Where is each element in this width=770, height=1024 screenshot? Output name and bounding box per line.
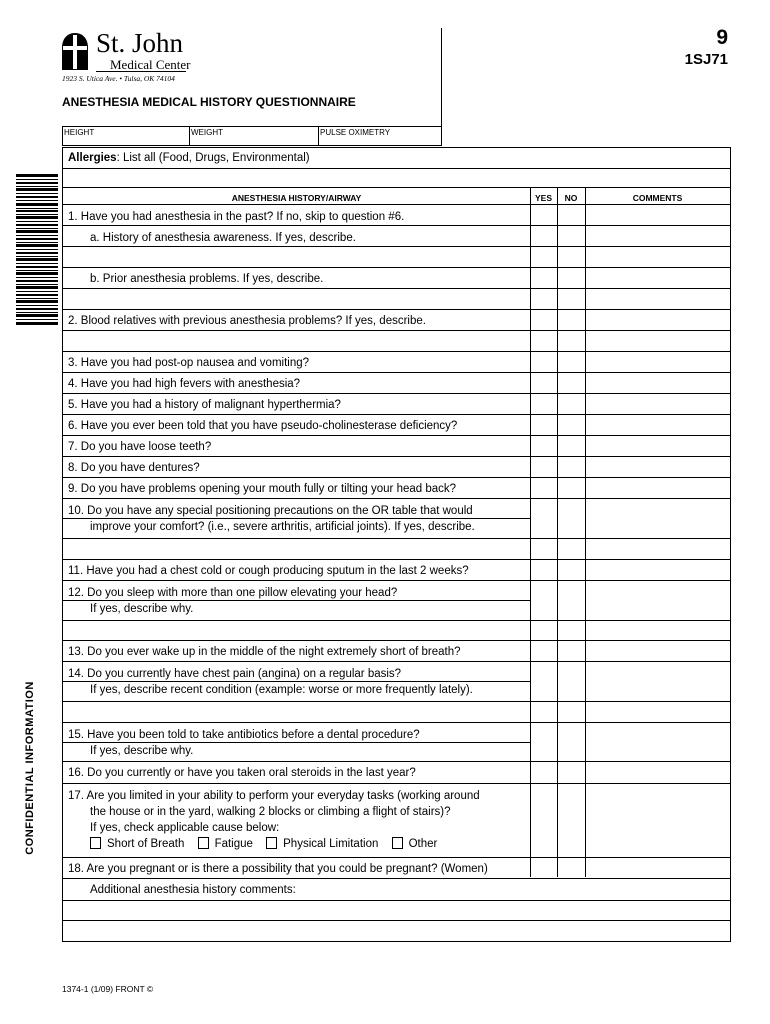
question-text: 15. Have you been told to take antibiotics before a dental procedure? xyxy=(68,729,420,741)
question-text: 14. Do you currently have chest pain (angina) on a regular basis? xyxy=(68,668,402,680)
question-text: 18. Are you pregnant or is there a possibility that you could be pregnant? (Women) xyxy=(68,863,488,875)
option-short-of-breath[interactable] xyxy=(90,837,184,852)
row-divider xyxy=(63,640,730,641)
row-divider xyxy=(63,722,730,723)
row-divider xyxy=(63,559,730,560)
question-text: 9. Do you have problems opening your mouth fully or tilting your head back? xyxy=(68,483,457,495)
checkbox-icon[interactable] xyxy=(198,837,209,849)
allergies-row[interactable] xyxy=(68,151,310,166)
weight-field[interactable] xyxy=(190,127,319,145)
question-text: 8. Do you have dentures? xyxy=(68,462,200,474)
question-text: 13. Do you ever wake up in the middle of the night extremely short of breath? xyxy=(68,646,461,658)
row-divider xyxy=(63,701,730,702)
question-text: 17. Are you limited in your ability to perform your everyday tasks (working around xyxy=(68,790,480,802)
logo-rule xyxy=(96,71,186,72)
option-label: Physical Limitation xyxy=(283,838,379,850)
height-label: HEIGHT xyxy=(64,128,95,137)
question-text: 7. Do you have loose teeth? xyxy=(68,441,212,453)
yes-header: YES xyxy=(534,193,552,203)
row-divider xyxy=(63,435,730,436)
row-divider xyxy=(63,372,730,373)
option-label: Fatigue xyxy=(214,838,253,850)
allergies-instructions: : List all (Food, Drugs, Environmental) xyxy=(116,152,310,164)
row-divider xyxy=(63,498,730,499)
section-header: ANESTHESIA HISTORY/AIRWAY xyxy=(231,193,362,203)
row-divider xyxy=(63,620,730,621)
no-column-line xyxy=(557,187,558,877)
question-text: 10. Do you have any special positioning precautions on the OR table that would xyxy=(68,505,473,517)
question-text: 1. Have you had anesthesia in the past? If no, skip to question #6. xyxy=(68,211,405,223)
row-divider xyxy=(63,857,730,858)
row-divider xyxy=(63,580,730,581)
question-text: If yes, describe why. xyxy=(90,603,194,615)
cross-logo-icon xyxy=(60,32,90,72)
org-address: 1923 S. Utica Ave. • Tulsa, OK 74104 xyxy=(62,74,175,83)
page-title: ANESTHESIA MEDICAL HISTORY QUESTIONNAIRE xyxy=(62,95,356,109)
option-label: Short of Breath xyxy=(107,838,185,850)
row-divider xyxy=(63,168,730,169)
question-text: improve your comfort? (i.e., severe arthritis, artificial joints). If yes, describe. xyxy=(90,521,475,533)
row-divider xyxy=(63,477,730,478)
option-physical-limitation[interactable] xyxy=(266,837,378,852)
row-divider xyxy=(63,661,730,662)
form-number: 9 xyxy=(716,26,728,49)
option-other[interactable] xyxy=(392,837,438,852)
height-field[interactable] xyxy=(63,127,190,145)
pulse-oximetry-label: PULSE OXIMETRY xyxy=(320,128,391,137)
row-divider xyxy=(63,414,730,415)
row-divider xyxy=(63,900,730,901)
row-divider xyxy=(63,187,730,188)
option-label: Other xyxy=(408,838,438,850)
no-header: NO xyxy=(564,193,578,203)
row-divider xyxy=(63,878,730,879)
comments-header: COMMENTS xyxy=(632,193,683,203)
weight-label: WEIGHT xyxy=(191,128,223,137)
org-subtitle: Medical Center xyxy=(110,57,191,72)
questionnaire-table xyxy=(62,147,731,942)
question-text: a. History of anesthesia awareness. If yes, describe. xyxy=(90,232,356,244)
question-text: 3. Have you had post-op nausea and vomiting? xyxy=(68,357,310,369)
question-text: If yes, describe recent condition (example: worse or more frequently lately). xyxy=(90,684,473,696)
question-text: 5. Have you had a history of malignant hyperthermia? xyxy=(68,399,341,411)
q17-options xyxy=(90,837,447,852)
row-divider xyxy=(63,330,730,331)
yes-column-line xyxy=(530,187,531,877)
footer-code: 1374-1 (1/09) FRONT © xyxy=(62,984,154,994)
row-divider xyxy=(63,225,730,226)
question-text: 6. Have you ever been told that you have pseudo-cholinesterase deficiency? xyxy=(68,420,458,432)
checkbox-icon[interactable] xyxy=(90,837,101,849)
row-divider xyxy=(63,538,730,539)
row-divider xyxy=(63,456,730,457)
question-text: 2. Blood relatives with previous anesthesia problems? If yes, describe. xyxy=(68,315,426,327)
row-divider xyxy=(63,351,730,352)
confidential-label: CONFIDENTIAL INFORMATION xyxy=(24,681,36,855)
row-divider xyxy=(63,246,730,247)
question-text: Additional anesthesia history comments: xyxy=(90,884,296,896)
question-text: 16. Do you currently or have you taken oral steroids in the last year? xyxy=(68,767,416,779)
row-divider xyxy=(63,920,730,921)
question-text: b. Prior anesthesia problems. If yes, describe. xyxy=(90,273,324,285)
allergies-label: Allergies xyxy=(68,152,117,164)
row-divider xyxy=(63,393,730,394)
checkbox-icon[interactable] xyxy=(266,837,277,849)
barcode-icon xyxy=(16,174,58,326)
row-divider xyxy=(63,204,730,205)
row-divider xyxy=(63,288,730,289)
question-text: 4. Have you had high fevers with anesthesia? xyxy=(68,378,301,390)
row-divider xyxy=(63,267,730,268)
checkbox-icon[interactable] xyxy=(392,837,403,849)
row-divider xyxy=(63,309,730,310)
option-fatigue[interactable] xyxy=(198,837,253,852)
question-text: the house or in the yard, walking 2 blocks or climbing a flight of stairs)? xyxy=(90,806,451,818)
question-text: 12. Do you sleep with more than one pillow elevating your head? xyxy=(68,587,398,599)
row-divider xyxy=(63,783,730,784)
vitals-row xyxy=(62,126,442,146)
org-name: St. John xyxy=(96,28,184,58)
pulse-oximetry-field[interactable] xyxy=(319,127,441,145)
question-text: If yes, describe why. xyxy=(90,745,194,757)
form-code: 1SJ71 xyxy=(684,51,728,68)
question-text: 11. Have you had a chest cold or cough producing sputum in the last 2 weeks? xyxy=(68,565,469,577)
comments-column-line xyxy=(585,187,586,877)
row-divider xyxy=(63,761,730,762)
question-text: If yes, check applicable cause below: xyxy=(90,822,280,834)
